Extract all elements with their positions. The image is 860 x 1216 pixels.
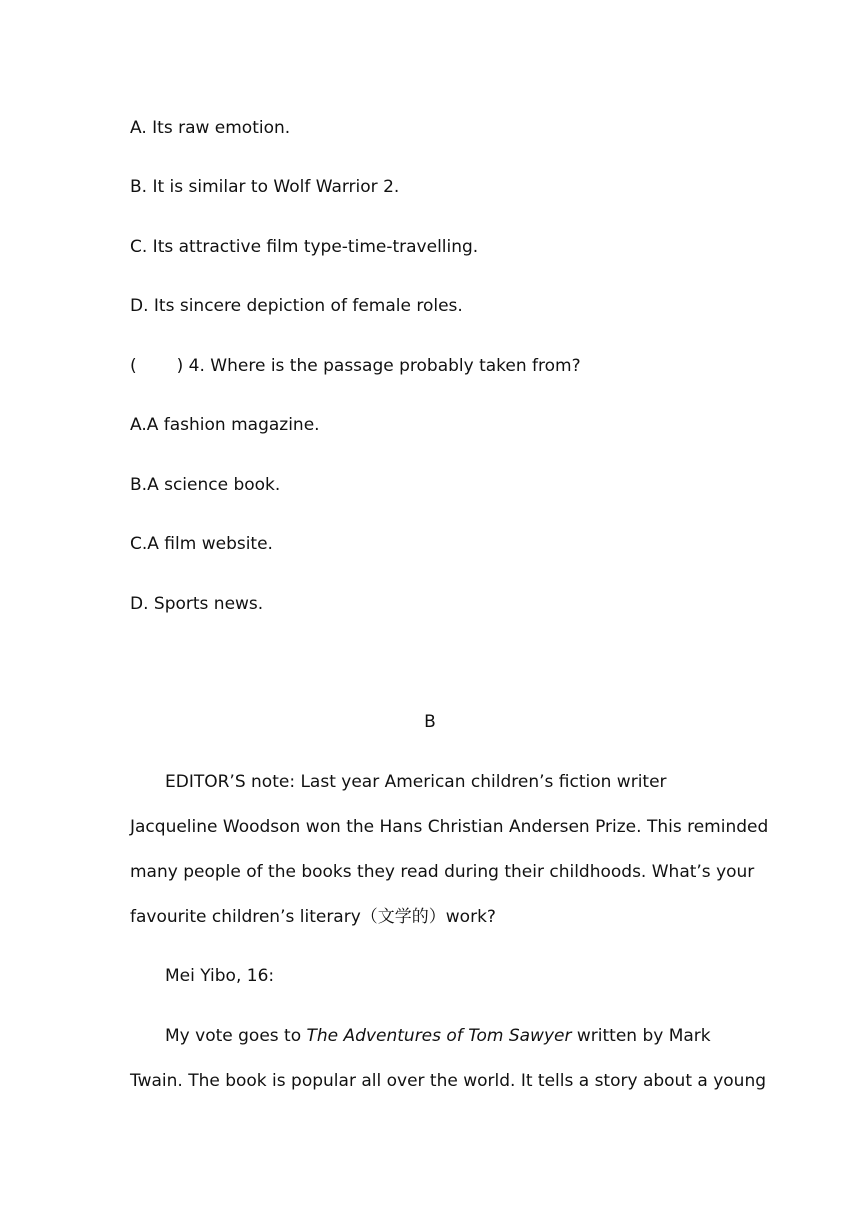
answer-after-title: written by Mark [571, 1026, 711, 1046]
editor-note-line: Jacqueline Woodson won the Hans Christian Andersen Prize. This reminded [130, 817, 769, 837]
answer-bracket-open: ( [130, 356, 137, 376]
editor-note-line: EDITOR’S note: Last year American children’s fiction writer [165, 772, 667, 792]
option-3d: D. Its sincere depiction of female roles. [130, 296, 463, 316]
answer-line-2: Twain. The book is popular all over the world. It tells a story about a young [130, 1071, 767, 1091]
answer-intro: My vote goes to [165, 1026, 307, 1046]
option-3b: B. It is similar to Wolf Warrior 2. [130, 177, 400, 197]
answer-line [165, 1025, 711, 1047]
question-4-text: ) 4. Where is the passage probably taken from? [176, 356, 581, 376]
section-heading: B [424, 712, 436, 732]
editor-note-line: many people of the books they read during their childhoods. What’s your [130, 862, 755, 882]
option-3c: C. Its attractive film type-time-travelling. [130, 237, 479, 257]
option-4a: A.A fashion magazine. [130, 415, 320, 435]
option-3a: A. Its raw emotion. [130, 118, 291, 138]
option-4c: C.A film website. [130, 534, 273, 554]
editor-note-line: favourite children’s literary（文学的）work? [130, 907, 496, 927]
option-4d: D. Sports news. [130, 594, 264, 614]
option-4b: B.A science book. [130, 475, 281, 495]
book-title: The Adventures of Tom Sawyer [306, 1026, 572, 1046]
question-4 [130, 355, 581, 377]
respondent-name: Mei Yibo, 16: [165, 966, 275, 986]
